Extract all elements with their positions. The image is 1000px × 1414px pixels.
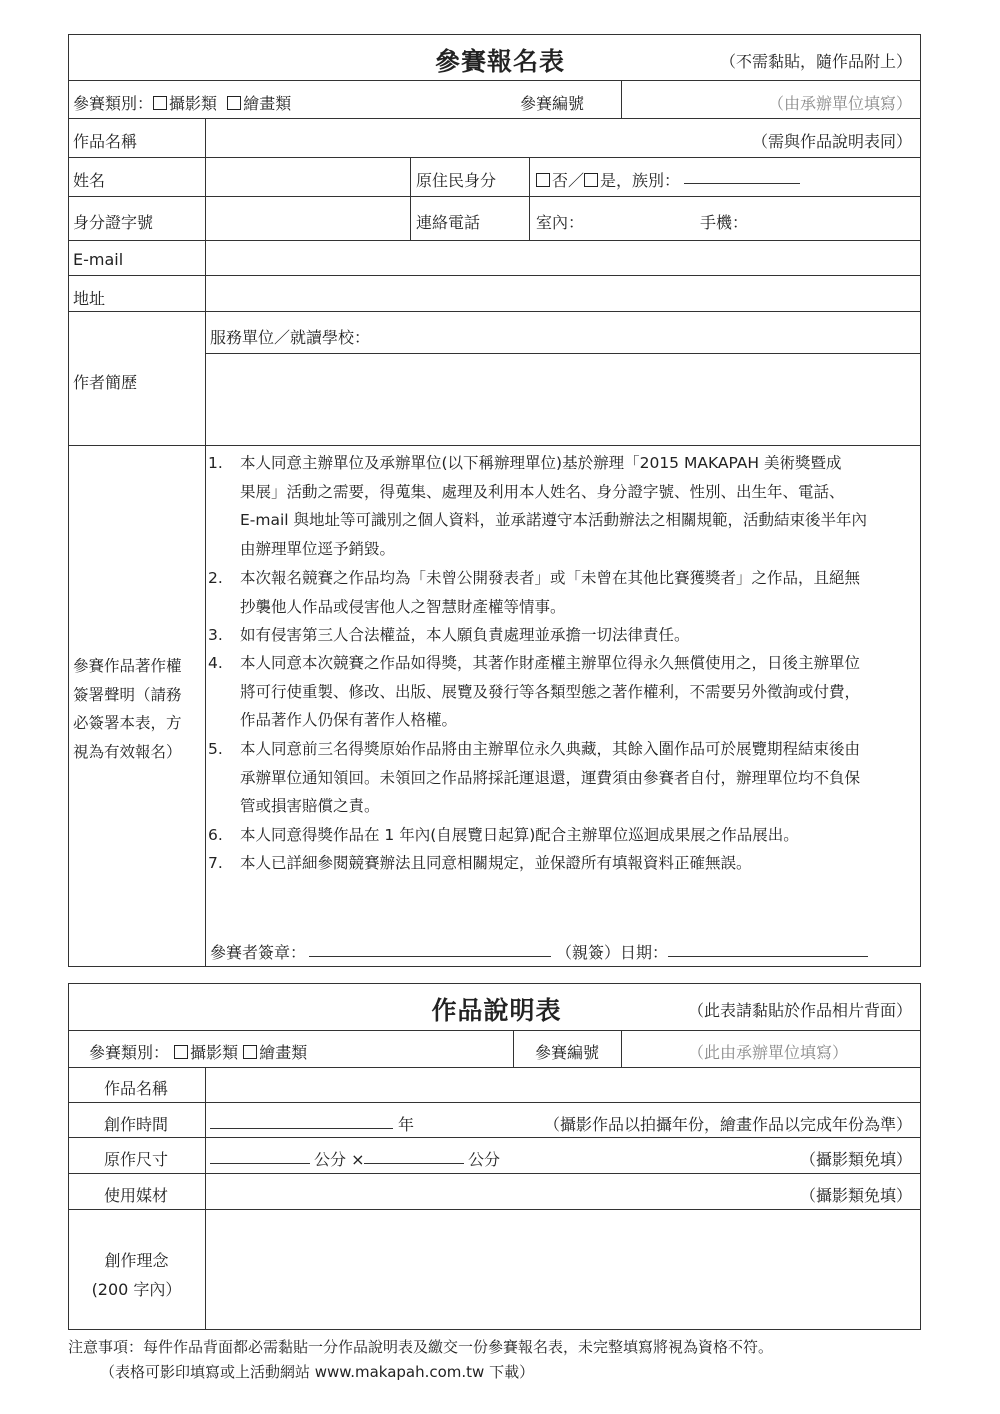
work-name-field[interactable]: （需與作品說明表同）: [751, 132, 912, 151]
consent-item: 7. 本人已詳細參閱競賽辦法且同意相關規定，並保證所有填報資料正確無誤。: [208, 854, 752, 872]
work-description-title-note: （此表請黏貼於作品相片背面）: [687, 1001, 912, 1020]
consent-item: 5. 本人同意前三名得獎原始作品將由主辦單位永久典藏，其餘入圍作品可於展覽期程結束後由 承辦單位通知領回。未領回之作品將採託運退還，運費須由參賽者自付，辦理單位均不負保 管或損害賠償之責。: [208, 740, 861, 816]
photo-checkbox-2[interactable]: [174, 1045, 188, 1059]
size-unit-1: 公分 ×: [314, 1150, 365, 1169]
work-name-label: 作品名稱: [73, 132, 138, 151]
email-label: E-mail: [73, 250, 124, 269]
registration-title-note: （不需黏貼，隨作品附上）: [719, 52, 912, 71]
download-text: （表格可影印填寫或上活動網站 www.makapah.com.tw 下載）: [100, 1363, 535, 1381]
mobile-phone-field[interactable]: 手機：: [700, 213, 749, 232]
creation-year-field[interactable]: [210, 1128, 393, 1129]
aboriginal-yes-label: 是，族別：: [600, 171, 681, 190]
consent-item: 2. 本次報名競賽之作品均為「未曾公開發表者」或「未曾在其他比賽獲獎者」之作品，且絕無 抄襲他人作品或侵害他人之智慧財產權等情事。: [208, 569, 861, 616]
size-unit-2: 公分: [468, 1150, 501, 1169]
id-number-field[interactable]: [206, 197, 410, 239]
consent-item: 3. 如有侵害第三人合法權益，本人願負責處理並承擔一切法律責任。: [208, 626, 690, 644]
aboriginal-field: [536, 168, 680, 191]
phone-label: 連絡電話: [416, 213, 481, 232]
paint-checkbox-2[interactable]: [243, 1045, 257, 1059]
work-description-title: 作品說明表: [431, 996, 562, 1025]
aboriginal-label: 原住民身分: [416, 171, 497, 190]
date-label: （親簽）日期：: [556, 943, 669, 962]
entry-number-label-2: 參賽編號: [535, 1043, 600, 1062]
notice-text: 注意事項：每件作品背面都必需黏貼一分作品說明表及繳交一份參賽報名表，未完整填寫將視為資格不符。: [68, 1338, 774, 1356]
paint-checkbox[interactable]: [227, 96, 241, 110]
media-label: 使用媒材: [104, 1186, 169, 1205]
creation-year-unit: 年: [398, 1115, 415, 1134]
size-note: （攝影類免填）: [799, 1150, 912, 1169]
size-height-field[interactable]: [364, 1163, 464, 1164]
category-field-2: [89, 1040, 307, 1063]
concept-limit: (200 字內）: [91, 1280, 182, 1299]
aboriginal-no-checkbox[interactable]: [536, 173, 550, 187]
work-name-label-2: 作品名稱: [104, 1079, 169, 1098]
photo-option-label-2: 攝影類: [190, 1043, 239, 1062]
paint-option-label: 繪畫類: [243, 94, 292, 113]
paint-option-label-2: 繪畫類: [259, 1043, 308, 1062]
consent-item: 1. 本人同意主辦單位及承辦單位(以下稱辦理單位)基於辦理「2015 MAKAPAH 美術獎暨成 果展」活動之需要，得蒐集、處理及利用本人姓名、身分證字號、性別、出生年、電話、 E-mail 與地址等可識別之個人資料，並承諾遵守本活動辦法之相關規範，活動結束後半年內 由辦理單位逕予銷毀。: [208, 454, 868, 559]
photo-checkbox[interactable]: [153, 96, 167, 110]
address-label: 地址: [73, 289, 106, 308]
entry-number-label: 參賽編號: [520, 94, 585, 113]
photo-option-label: 攝影類: [169, 94, 218, 113]
consent-label: 參賽作品著作權 簽署聲明（請務 必簽署本表，方 視為有效報名）: [73, 657, 182, 761]
id-number-label: 身分證字號: [73, 213, 154, 232]
creation-time-label: 創作時間: [104, 1115, 169, 1134]
creation-time-note: （攝影作品以拍攝年份，繪畫作品以完成年份為準）: [543, 1115, 912, 1134]
aboriginal-no-label: 否／: [552, 171, 585, 190]
signature-field[interactable]: [309, 956, 551, 957]
concept-title: 創作理念: [104, 1251, 169, 1270]
date-field[interactable]: [668, 956, 868, 957]
bio-label: 作者簡歷: [73, 373, 138, 392]
category-label-2: 參賽類別：: [89, 1043, 170, 1062]
work-name-field-2[interactable]: [206, 1068, 920, 1102]
consent-item: 4. 本人同意本次競賽之作品如得獎，其著作財產權主辦單位得永久無償使用之，日後主辦單位 將可行使重製、修改、出版、展覽及發行等各類型態之著作權利，不需要另外徵詢或付費， 作品著作人仍保有著作人格權。: [208, 654, 861, 730]
concept-field[interactable]: [206, 1210, 920, 1329]
entry-number-field-2[interactable]: （此由承辦單位填寫）: [687, 1043, 848, 1062]
media-field[interactable]: （攝影類免填）: [799, 1186, 912, 1205]
consent-item: 6. 本人同意得獎作品在 1 年內(自展覽日起算)配合主辦單位巡迴成果展之作品展出。: [208, 826, 799, 844]
bio-field[interactable]: [206, 354, 920, 444]
home-phone-field[interactable]: 室內：: [536, 213, 585, 232]
registration-form-title: 參賽報名表: [434, 47, 565, 76]
category-field: [73, 91, 291, 114]
category-label: 參賽類別：: [73, 94, 154, 113]
tribe-field[interactable]: [684, 183, 800, 184]
entry-number-field[interactable]: （由承辦單位填寫）: [767, 94, 912, 113]
email-field[interactable]: [206, 241, 920, 275]
size-label: 原作尺寸: [104, 1150, 169, 1169]
signature-label: 參賽者簽章：: [210, 943, 307, 962]
size-width-field[interactable]: [210, 1163, 310, 1164]
school-field[interactable]: 服務單位／就讀學校：: [210, 328, 371, 347]
concept-label: [68, 1246, 205, 1304]
address-field[interactable]: [206, 276, 920, 311]
name-label: 姓名: [73, 171, 106, 190]
aboriginal-yes-checkbox[interactable]: [584, 173, 598, 187]
name-field[interactable]: [206, 158, 410, 196]
